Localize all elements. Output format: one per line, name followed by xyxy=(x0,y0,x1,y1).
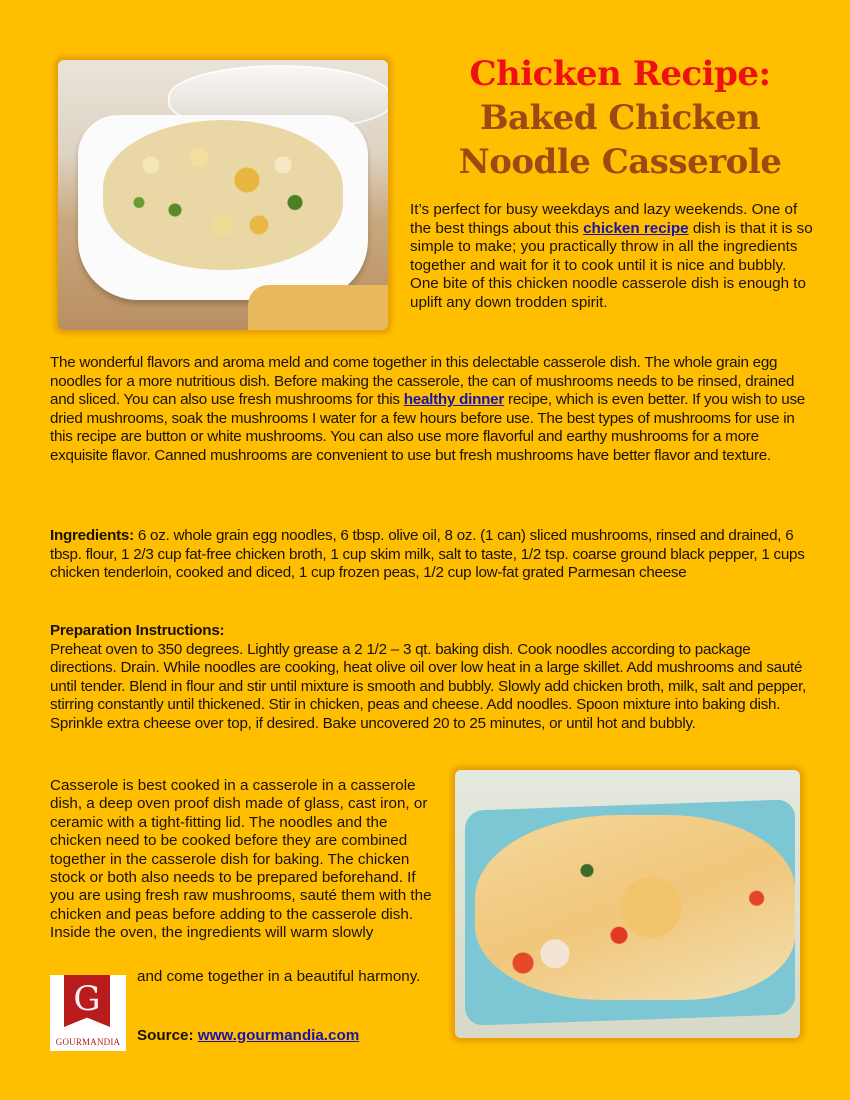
ingredients-label: Ingredients: xyxy=(50,527,134,544)
source-line xyxy=(137,1027,359,1044)
description-text-start: The wonderful flavors and aroma meld and come together in this delectable casserole dish. The whole grain egg noodles for a more nutritious dish. Before making the casserole, the can of mushrooms needs to be rinsed, drained and sliced. You can also use fresh mushrooms for this xyxy=(50,354,795,408)
preparation-text: Preheat oven to 350 degrees. Lightly grease a 2 1/2 – 3 qt. baking dish. Cook noodles according to package directions. Drain. While noodles are cooking, heat olive oil over low heat in a large skillet. Add mushrooms and sauté until tender. Blend in flour and stir until mixture is smooth and bubbly. Slowly add chicken broth, milk, salt and pepper, stirring constantly until thickened. Stir in chicken, peas and cheese. Add noodles. Spoon mixture into baking dish. Sprinkle extra cheese over top, if desired. Bake uncovered 20 to 25 minutes, or until hot and bubbly. xyxy=(50,640,807,732)
gourmandia-source-link[interactable]: www.gourmandia.com xyxy=(197,1027,360,1044)
logo-brand-name: GOURMANDIA xyxy=(55,1037,121,1047)
healthy-dinner-link[interactable]: healthy dinner xyxy=(403,391,505,408)
casserole-filling xyxy=(103,120,343,270)
chicken-recipe-link[interactable]: chicken recipe xyxy=(583,219,689,237)
gourmandia-logo[interactable] xyxy=(50,975,126,1051)
title-line-3: Noodle Casserole xyxy=(458,142,782,182)
casserole-paragraph-ending: and come together in a beautiful harmony. xyxy=(137,968,421,985)
ingredients-list: 6 oz. whole grain egg noodles, 6 tbsp. olive oil, 8 oz. (1 can) sliced mushrooms, rinsed and drained, 6 tbsp. flour, 1 2/3 cup fat-free chicken broth, 1 cup skim milk, salt to taste, 1/2 tsp. coarse ground black pepper, 1 cups chicken tenderloin, cooked and diced, 1 cup frozen peas, 1/2 cup low-fat grated Parmesan cheese xyxy=(50,527,805,581)
description-paragraph xyxy=(50,354,820,465)
title-line-1: Chicken Recipe: xyxy=(469,54,771,94)
intro-paragraph xyxy=(410,201,815,312)
intro-text-start: It’s perfect for busy weekdays and lazy weekends. One of the best things about this xyxy=(410,201,798,237)
preparation-section xyxy=(50,622,820,733)
preparation-label: Preparation Instructions: xyxy=(50,622,225,639)
noodle-casserole-serving xyxy=(475,815,795,1000)
casserole-paragraph: Casserole is best cooked in a casserole in a casserole dish, a deep oven proof dish made of glass, cast iron, or ceramic with a tight-fitting lid. The noodles and the chicken need to be cooked before they are combined together in the casserole dish for baking. The chicken stock or both also needs to be prepared beforehand. If you are using fresh raw mushrooms, sauté them with the chicken and peas before adding to the casserole dish. Inside the oven, the ingredients will warm slowly xyxy=(50,777,432,942)
page-title xyxy=(420,52,820,184)
title-line-2: Baked Chicken xyxy=(479,98,761,138)
casserole-dish-photo xyxy=(58,60,388,330)
source-label: Source: xyxy=(137,1027,198,1044)
noodle-plate-photo xyxy=(455,770,800,1038)
description-text-end: recipe, which is even better. If you wish to use dried mushrooms, soak the mushrooms I water for a few hours before use. The best types of mushrooms for use in this recipe are button or white mushrooms. You can also use more flavorful and earthy mushrooms for a more exquisite flavor. Canned mushrooms are convenient to use but fresh mushrooms have better flavor and texture. xyxy=(50,391,805,464)
logo-letter: G xyxy=(73,979,101,1019)
napkin xyxy=(248,285,388,330)
intro-text-end: dish is that it is so simple to make; you practically throw in all the ingredients together and wait for it to cook until it is nice and bubbly. One bite of this chicken noodle casserole dish is enough to uplift any down trodden spirit. xyxy=(410,219,813,311)
ingredients-section xyxy=(50,527,820,583)
